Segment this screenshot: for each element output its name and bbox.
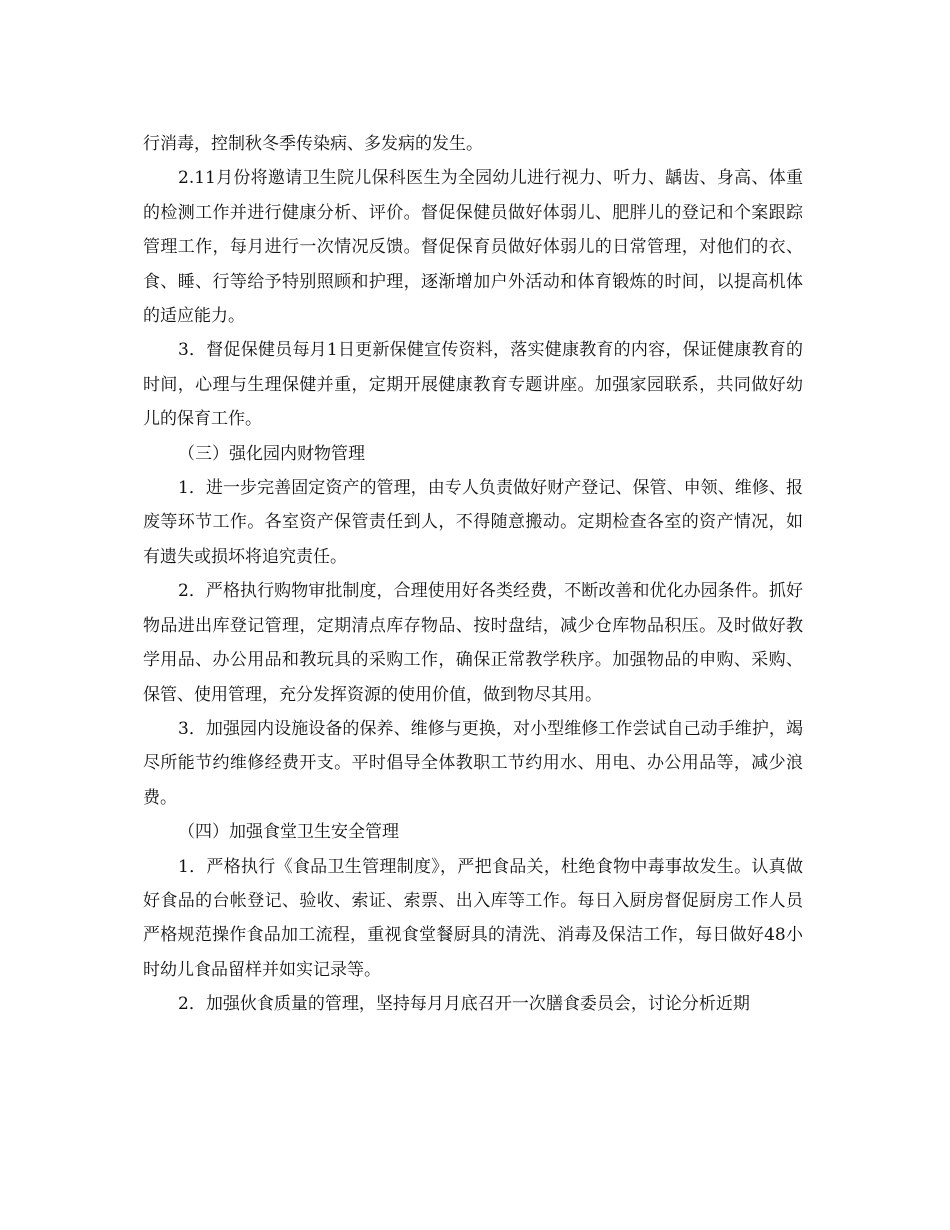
section-heading-property-management: （三）强化园内财物管理: [178, 443, 365, 464]
paragraph-maintenance: 3．加强园内设施设备的保养、维修与更换，对小型维修工作尝试自己动手维护，竭尽所能节约维修经费开支。平时倡导全体教职工节约用水、用电、办公用品等，减少浪费。: [143, 718, 803, 808]
paragraph-food-hygiene: 1．严格执行《食品卫生管理制度》，严把食品关，杜绝食物中毒事故发生。认真做好食品的台帐登记、验收、索证、索票、出入库等工作。每日入厨房督促厨房工作人员严格规范操作食品加工流程，重视食堂餐厨具的清洗、消毒及保洁工作，每日做好48小时幼儿食品留样并如实记录等。: [143, 856, 803, 980]
paragraph-meal-quality: 2．加强伙食质量的管理，坚持每月月底召开一次膳食委员会，讨论分析近期: [178, 994, 750, 1015]
paragraph-continuation: 行消毒，控制秋冬季传染病、多发病的发生。: [143, 134, 483, 154]
paragraph-purchasing: 2．严格执行购物审批制度，合理使用好各类经费，不断改善和优化办园条件。抓好物品进出库登记管理，定期清点库存物品、按时盘结，减少仓库物品积压。及时做好教学用品、办公用品和教玩具的采购工作，确保正常教学秩序。加强物品的申购、采购、保管、使用管理，充分发挥资源的使用价值，做到物尽其用。: [143, 581, 803, 705]
paragraph-health-education: 3．督促保健员每月1日更新保健宣传资料，落实健康教育的内容，保证健康教育的时间，心理与生理保健并重，定期开展健康教育专题讲座。加强家园联系，共同做好幼儿的保育工作。: [143, 340, 803, 430]
paragraph-health-check: 2.11月份将邀请卫生院儿保科医生为全园幼儿进行视力、听力、龋齿、身高、体重的检测工作并进行健康分析、评价。督促保健员做好体弱儿、肥胖儿的登记和个案跟踪管理工作，每月进行一次情况反馈。督促保育员做好体弱儿的日常管理，对他们的衣、食、睡、行等给予特别照顾和护理，逐渐增加户外活动和体育锻炼的时间，以提高机体的适应能力。: [143, 168, 803, 327]
paragraph-fixed-assets: 1．进一步完善固定资产的管理，由专人负责做好财产登记、保管、申领、维修、报废等环节工作。各室资产保管责任到人，不得随意搬动。定期检查各室的资产情况，如有遗失或损坏将追究责任。: [143, 478, 803, 567]
document-body: [143, 127, 803, 1022]
section-heading-canteen-safety: （四）加强食堂卫生安全管理: [178, 822, 399, 843]
